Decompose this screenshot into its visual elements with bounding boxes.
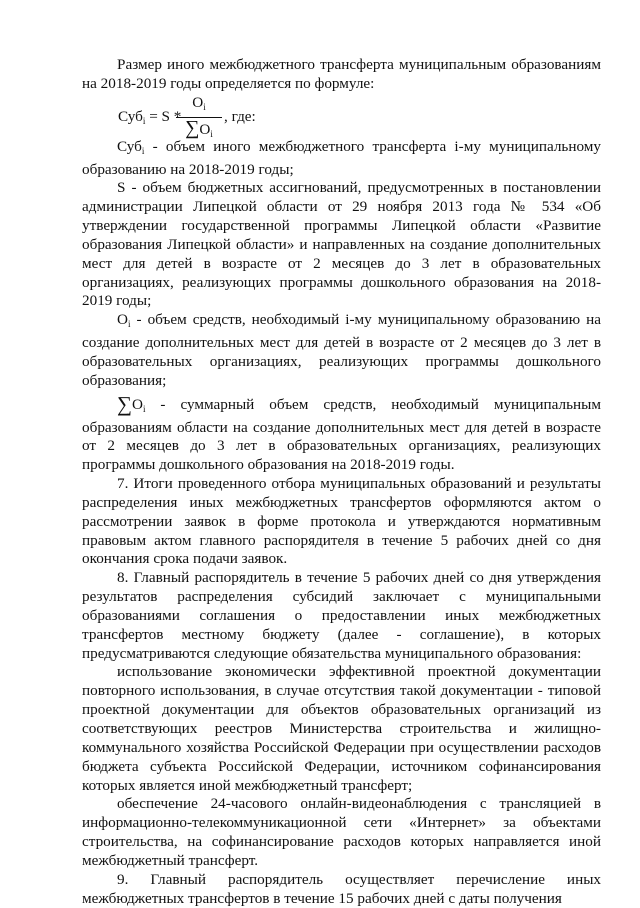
paragraph-item-7: 7. Итоги проведенного отбора муниципальных образований и результаты распределения иных межбюджетных трансфертов оформляются актом о рассмотрении заявок в форме протокола и утверждаются нормативным правовым актом главного распорядителя в течение 5 рабочих дней со дня окончания срока подачи заявок. (82, 475, 601, 568)
formula-numerator (176, 94, 222, 116)
paragraph-obligation-video: обеспечение 24-часового онлайн-видеонаблюдения с трансляцией в информационно-телекоммуникационной сети «Интернет» за объектами строительства, на софинансирование расходов которых направляется иной межбюджетный трансферт. (82, 795, 601, 869)
paragraph-obligation-documentation: использование экономически эффективной проектной документации повторного использования, в случае отсутствия такой документации - типовой проектной документации для объектов образовательных организаций из соответствующих реестров Министерства строительства и жилищно-коммунального хозяйства Российской Федерации при осуществлении расходов бюджета субъекта Российской Федерации, источником софинансирования которых является иной межбюджетный трансферт; (82, 663, 601, 794)
formula-lhs-subscript: i (142, 115, 146, 126)
paragraph-oi-definition (82, 311, 601, 390)
sum-symbol-inline: ∑ (117, 391, 132, 416)
paragraph-item-9: 9. Главный распорядитель осуществляет перечисление иных межбюджетных трансфертов в течение 15 рабочих дней с даты получения (82, 870, 601, 907)
term-sum-oi-subscript: i (142, 403, 146, 414)
term-sub-subscript: i (141, 145, 145, 156)
formula-lhs (118, 108, 181, 131)
formula-lhs-symbol: Суб (118, 107, 143, 125)
sum-symbol: ∑ (185, 116, 200, 139)
document-page (82, 56, 601, 908)
formula-numerator-subscript: i (203, 101, 206, 112)
paragraph-formula-intro: Размер иного межбюджетного трансферта муниципальным образованиям на 2018-2019 годы определяется по формуле: (82, 56, 601, 92)
formula-equals: = S * (145, 107, 182, 125)
paragraph-item-8: 8. Главный распорядитель в течение 5 рабочих дней со дня утверждения результатов распределения субсидий заключает с муниципальными образованиями соглашения о предоставлении иных межбюджетных трансфертов местному бюджету (далее - соглашение), в которых предусматриваются следующие обязательства муниципального образования: (82, 569, 601, 662)
term-oi: O (117, 311, 128, 329)
paragraph-sub-definition (82, 138, 601, 180)
definition-sum-text: - суммарный объем средств, необходимый муниципальным образованиям области на создание дополнительных мест для детей в возрасте от 2 месяцев до 3 лет в образовательных организациях, реализующих программы дошкольного образования на 2018-2019 годы. (82, 395, 601, 474)
term-sub: Суб (117, 137, 142, 155)
formula-tail: , где: (224, 107, 256, 125)
definition-sub-text: - объем иного межбюджетного трансферта i-му муниципальному образованию на 2018-2019 годы; (82, 137, 601, 178)
paragraph-sum-definition (82, 391, 601, 475)
formula (82, 94, 601, 138)
formula-denominator-subscript: i (210, 128, 213, 139)
formula-denominator (176, 116, 222, 143)
formula-fraction (176, 94, 222, 143)
formula-numerator-symbol: O (192, 93, 204, 111)
paragraph-s-definition: S - объем бюджетных ассигнований, предусмотренных в постановлении администрации Липецкой области от 29 ноября 2013 года № 534 «Об утверждении государственной программы Липецкой области «Развитие образования Липецкой области» и направленных на создание дополнительных мест для детей в возрасте от 2 месяцев до 3 лет в образовательных организациях, реализующих программы дошкольного образования на 2018-2019 годы; (82, 179, 601, 310)
term-oi-subscript: i (127, 319, 131, 330)
term-sum-oi: O (131, 395, 143, 413)
formula-denominator-symbol: O (199, 120, 211, 138)
definition-oi-text: - объем средств, необходимый i-му муниципальному образованию на создание дополнительных мест для детей в возрасте от 2 месяцев до 3 лет в образовательных организациях, реализующих программы дошкольного образования; (82, 311, 601, 389)
